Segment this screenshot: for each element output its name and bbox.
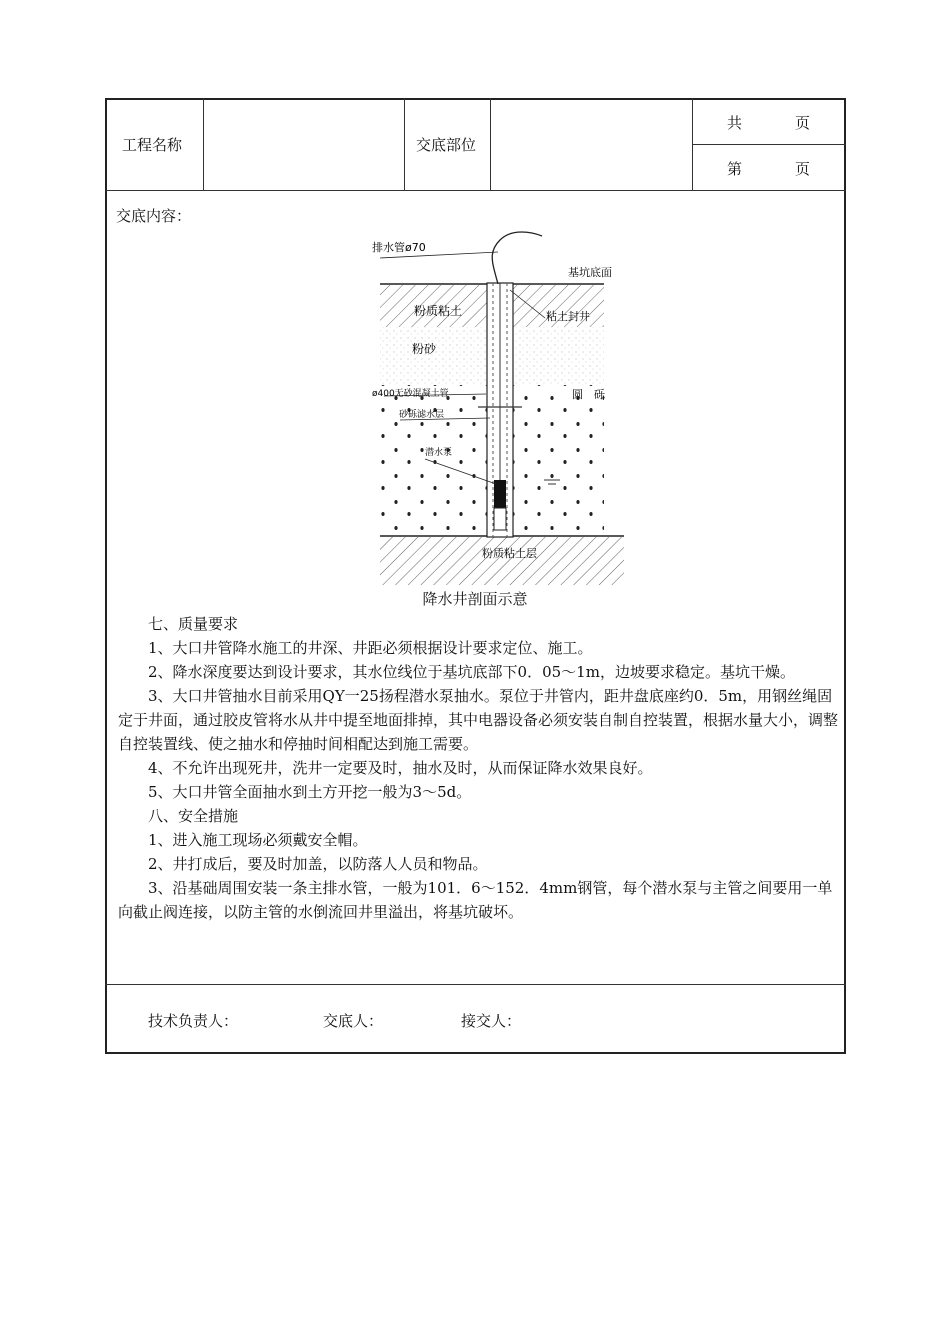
- label-silty-clay: 粉质粘土: [414, 304, 463, 318]
- label-filter-layer: 砂砾滤水层: [399, 410, 445, 420]
- footer-top-line: [105, 984, 846, 985]
- label-gravel: 圆 砾: [572, 388, 605, 401]
- section7-item-2: 2、降水深度要达到设计要求，其水位线位于基坑底部下0．05～1m，边坡要求稳定。基坑干燥。: [148, 663, 795, 681]
- discloser-label: 交底人：: [323, 1012, 384, 1030]
- label-pump: 潜水泵: [425, 448, 453, 458]
- dewatering-well-diagram: [0, 0, 950, 600]
- content-label: 交底内容：: [116, 207, 192, 225]
- section7-item-3: 3、大口井管抽水目前采用QY一25扬程潜水泵抽水。泵位于井管内，距井盘底座约0．5m，用钢丝绳固定于井面，通过胶皮管将水从井中提至地面排掉，其中电器设备必须安装自制自控装置，根据水量大小，调整自控装置线、使之抽水和停抽时间相配达到施工需要。: [118, 687, 839, 753]
- label-drain-pipe: 排水管ø70: [372, 241, 426, 254]
- page-number-unit: 页: [795, 160, 811, 178]
- label-clay-seal: 粘土封井: [546, 310, 590, 323]
- section7-item-1: 1、大口井管降水施工的井深、井距必须根据设计要求定位、施工。: [148, 639, 593, 657]
- content-body: [118, 612, 840, 924]
- section8-item-2: 2、井打成后，要及时加盖，以防落人人员和物品。: [148, 855, 488, 873]
- label-concrete-pipe: ø400无砂混凝土管: [372, 389, 449, 399]
- section7-title: 七、质量要求: [148, 615, 239, 633]
- section7-item-5: 5、大口井管全面抽水到土方开挖一般为3～5d。: [148, 783, 472, 801]
- diagram-caption: 降水井剖面示意: [422, 590, 528, 608]
- receiver-label: 接交人：: [461, 1012, 522, 1030]
- section7-item-4: 4、不允许出现死井，洗井一定要及时，抽水及时，从而保证降水效果良好。: [148, 759, 653, 777]
- label-pit-bottom: 基坑底面: [568, 266, 612, 279]
- page-number-label: 第: [727, 160, 743, 178]
- total-pages-unit: 页: [795, 114, 811, 132]
- tech-lead-label: 技术负责人：: [148, 1012, 239, 1030]
- bottom-clay-band: [380, 537, 624, 585]
- total-pages-label: 共: [727, 114, 743, 132]
- handover-part-label: 交底部位: [416, 136, 477, 154]
- label-silty-sand: 粉砂: [412, 342, 437, 356]
- section8-item-1: 1、进入施工现场必须戴安全帽。: [148, 831, 368, 849]
- section8-title: 八、安全措施: [148, 807, 239, 825]
- project-name-label: 工程名称: [122, 136, 183, 154]
- section8-item-3: 3、沿基础周围安装一条主排水管，一般为101．6～152．4mm钢管，每个潜水泵与主管之间要用一单向截止阀连接，以防主管的水倒流回井里溢出，将基坑破坏。: [118, 879, 833, 921]
- label-silty-clay-layer: 粉质粘土层: [482, 547, 537, 560]
